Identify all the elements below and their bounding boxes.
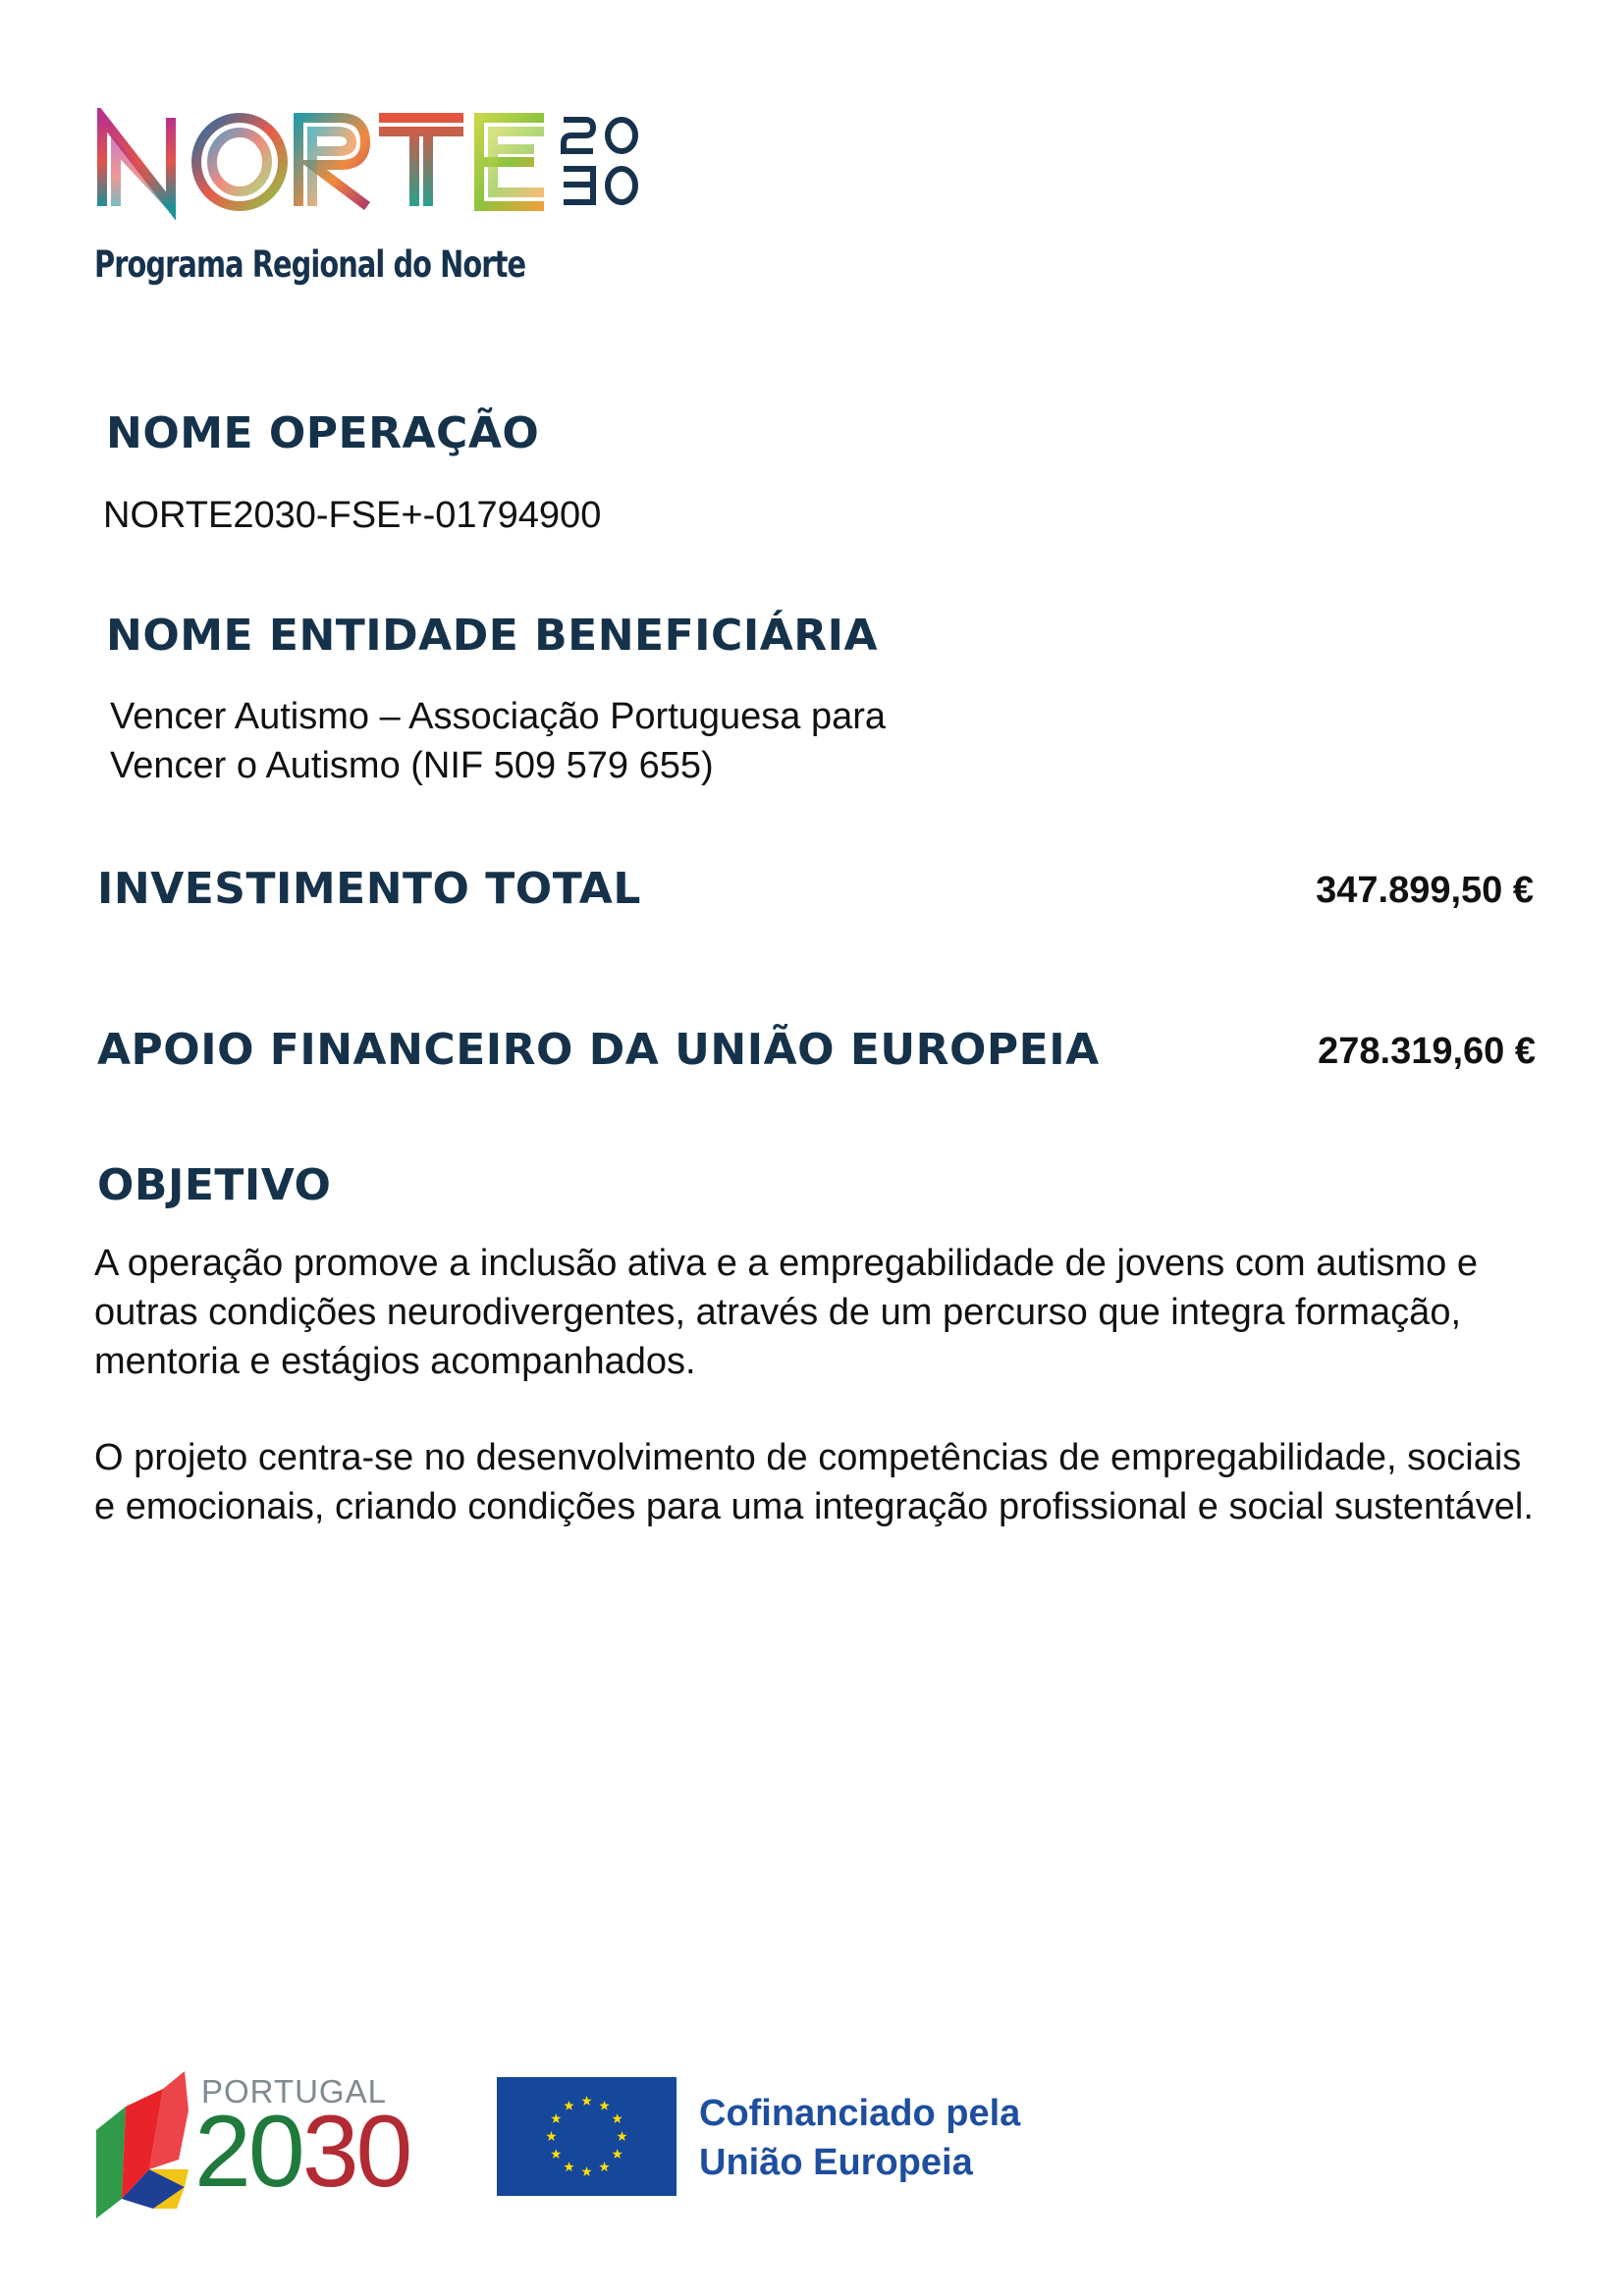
- total-investment-heading: INVESTIMENTO TOTAL: [97, 864, 641, 914]
- portugal-label: PORTUGAL: [201, 2073, 387, 2109]
- eu-star-icon: [599, 2162, 609, 2171]
- beneficiary-heading: NOME ENTIDADE BENEFICIÁRIA: [106, 611, 879, 661]
- eu-star-icon: [546, 2131, 556, 2141]
- total-investment-value: 347.899,50 €: [1316, 870, 1534, 911]
- eu-cofinancing-line-2: União Europeia: [699, 2142, 973, 2183]
- portugal-year: [194, 2095, 410, 2209]
- eu-star-icon: [564, 2162, 573, 2171]
- eu-cofinancing-line-1: Cofinanciado pela: [699, 2093, 1021, 2134]
- eu-support-heading: APOIO FINANCEIRO DA UNIÃO EUROPEIA: [97, 1025, 1100, 1075]
- eu-star-icon: [551, 2113, 561, 2123]
- eu-star-icon: [581, 2166, 591, 2176]
- objective-paragraph-1: A operação promove a inclusão ativa e a empregabilidade de jovens com autismo e outras condições neurodivergentes, através de um percurso que integra formação, mentoria e estágios acompanhados.: [94, 1243, 1478, 1382]
- objective-heading: OBJETIVO: [97, 1160, 332, 1210]
- beneficiary-line-1: Vencer Autismo – Associação Portuguesa para: [110, 696, 887, 737]
- beneficiary-line-2: Vencer o Autismo (NIF 509 579 655): [110, 745, 714, 786]
- logo-subtitle: Programa Regional do Norte: [94, 243, 526, 286]
- eu-star-icon: [581, 2096, 591, 2106]
- eu-star-icon: [599, 2101, 609, 2110]
- eu-star-icon: [551, 2149, 561, 2159]
- eu-star-icon: [612, 2149, 622, 2159]
- objective-paragraph-2: O projeto centra-se no desenvolvimento de competências de empregabilidade, sociais e emocionais, criando condições para uma integração profissional e social sustentável.: [94, 1437, 1534, 1527]
- eu-star-icon: [564, 2101, 573, 2110]
- eu-star-icon: [612, 2113, 622, 2123]
- eu-flag-icon: [497, 2077, 677, 2196]
- operation-name-value: NORTE2030-FSE+-01794900: [103, 495, 602, 536]
- operation-name-heading: NOME OPERAÇÃO: [106, 408, 540, 458]
- eu-star-icon: [617, 2131, 626, 2141]
- beneficiary-value: [110, 692, 1092, 790]
- portugal-year-part-b: 30: [301, 2095, 410, 2209]
- eu-support-value: 278.319,60 €: [1318, 1031, 1536, 1072]
- eu-cofinancing-text: [699, 2089, 1020, 2187]
- portugal-year-part-a: 20: [194, 2095, 302, 2209]
